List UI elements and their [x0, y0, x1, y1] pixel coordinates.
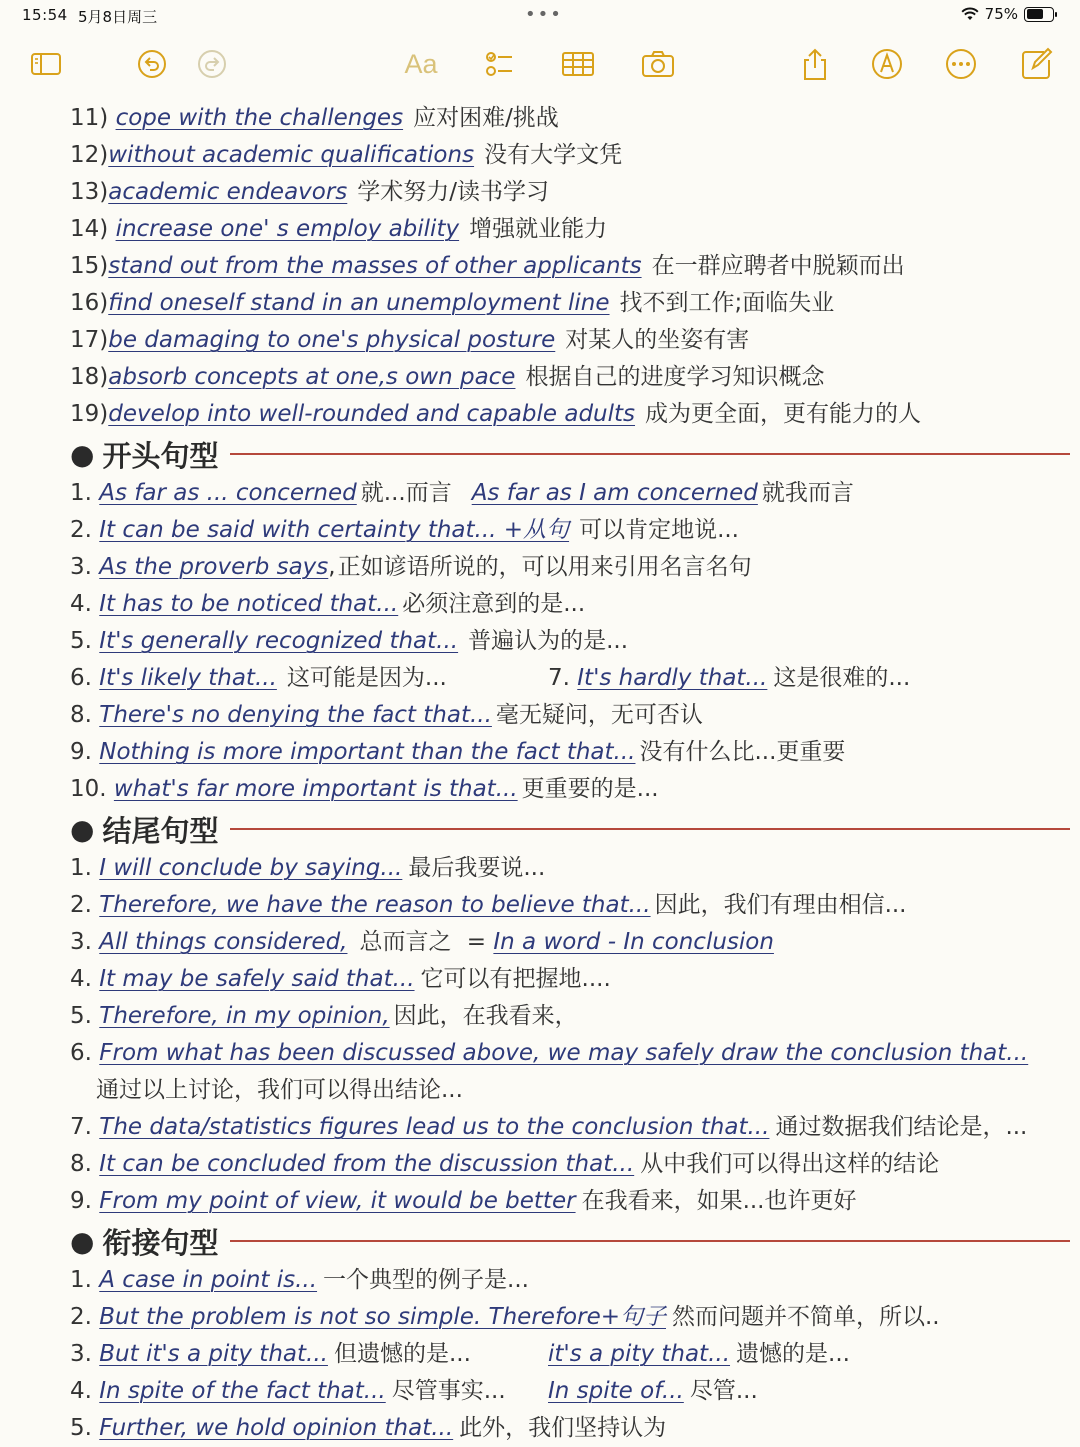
- list-item: 5. Further, we hold opinion that... 此外，我们坚持认为: [70, 1415, 667, 1441]
- section-heading-closing: ● 结尾句型: [70, 808, 1070, 850]
- table-icon[interactable]: [556, 42, 600, 86]
- list-item: 10. what's far more important is that... 更重要的是...: [70, 776, 659, 802]
- list-item: 6. From what has been discussed above, we may safely draw the conclusion that...: [70, 1040, 1029, 1066]
- list-item: 12)without academic qualifications 没有大学文凭: [70, 142, 623, 168]
- list-item-column2: In spite of... 尽管...: [548, 1378, 758, 1404]
- phrase-list: [70, 100, 1070, 433]
- list-item: 2. But the problem is not so simple. Therefore+句子 然而问题并不简单，所以..: [70, 1304, 940, 1330]
- list-item: 1. As far as ... concerned 就...而言 As far as I am concerned 就我而言: [70, 480, 854, 506]
- list-item: 18)absorb concepts at one,s own pace 根据自己的进度学习知识概念: [70, 364, 825, 390]
- list-item: 19)develop into well-rounded and capable adults 成为更全面，更有能力的人: [70, 401, 922, 427]
- bullet-icon: ●: [70, 437, 95, 471]
- list-item: 3. As the proverb says,正如谚语所说的，可以用来引用名言名句: [70, 554, 752, 580]
- list-item-column2: 7. It's hardly that... 这是很难的...: [548, 665, 911, 691]
- list-item: 9. From my point of view, it would be better 在我看来，如果...也许更好: [70, 1188, 857, 1214]
- camera-icon[interactable]: [636, 42, 680, 86]
- note-body[interactable]: [70, 100, 1070, 1447]
- bullet-icon: ●: [70, 1224, 95, 1258]
- status-right: [961, 5, 1054, 23]
- share-icon[interactable]: [793, 42, 837, 86]
- list-item: 6. It's likely that... 这可能是因为... 7. It's hardly that... 这是很难的...: [70, 660, 1070, 697]
- opening-list: [70, 475, 1070, 808]
- list-item: 4. It has to be noticed that... 必须注意到的是...: [70, 591, 586, 617]
- section-heading-linking: ● 衔接句型: [70, 1220, 1070, 1262]
- undo-icon[interactable]: [130, 42, 174, 86]
- battery-fill: [1027, 9, 1044, 19]
- status-time: 15:54: [22, 6, 68, 24]
- section-heading-opening: ● 开头句型: [70, 433, 1070, 475]
- sidebar-toggle-icon[interactable]: [24, 42, 68, 86]
- status-date: 5月8日周三: [78, 8, 158, 26]
- text-format-button[interactable]: Aa: [404, 48, 438, 79]
- wifi-icon: [961, 7, 979, 21]
- list-item: 4. It may be safely said that... 它可以有把握地....: [70, 966, 611, 992]
- list-item: 15)stand out from the masses of other applicants 在一群应聘者中脱颖而出: [70, 253, 905, 279]
- closing-list: [70, 850, 1070, 1220]
- list-item: 2. It can be said with certainty that... +从句 可以肯定地说...: [70, 517, 739, 543]
- status-bar: [0, 0, 1080, 32]
- more-options-icon[interactable]: [939, 42, 983, 86]
- divider: [230, 1240, 1070, 1242]
- list-item: 1. A case in point is... 一个典型的例子是...: [70, 1267, 529, 1293]
- divider: [230, 828, 1070, 830]
- list-item: 2. Therefore, we have the reason to believe that... 因此，我们有理由相信...: [70, 892, 907, 918]
- list-item: 4. In spite of the fact that... 尽管事实... In spite of... 尽管...: [70, 1373, 1070, 1410]
- battery-percent: 75%: [984, 5, 1018, 23]
- compose-note-icon[interactable]: [1014, 42, 1058, 86]
- list-item: 5. Therefore, in my opinion, 因此，在我看来，: [70, 1003, 578, 1029]
- battery-icon: [1024, 7, 1054, 22]
- list-item: 7. The data/statistics figures lead us to the conclusion that... 通过数据我们结论是，...: [70, 1114, 1028, 1140]
- list-item: 9. Nothing is more important than the fact that... 没有什么比...更重要: [70, 739, 846, 765]
- bullet-icon: ●: [70, 812, 95, 846]
- list-item: 13)academic endeavors 学术努力/读书学习: [70, 179, 550, 205]
- list-item: 14) increase one' s employ ability 增强就业能力: [70, 216, 608, 242]
- list-item: 通过以上讨论，我们可以得出结论...: [96, 1077, 463, 1103]
- list-item-column2: it's a pity that... 遗憾的是...: [548, 1341, 850, 1367]
- linking-list: [70, 1262, 1070, 1447]
- list-item: 11) cope with the challenges 应对困难/挑战: [70, 105, 559, 131]
- redo-icon[interactable]: [190, 42, 234, 86]
- list-item: 5. It's generally recognized that... 普遍认为的是...: [70, 628, 629, 654]
- checklist-icon[interactable]: [477, 42, 521, 86]
- markup-pen-icon[interactable]: [865, 42, 909, 86]
- list-item: 8. It can be concluded from the discussion that... 从中我们可以得出这样的结论: [70, 1151, 940, 1177]
- list-item: 1. I will conclude by saying... 最后我要说...: [70, 855, 546, 881]
- notes-toolbar: [0, 42, 1080, 90]
- list-item: 17)be damaging to one's physical posture 对某人的坐姿有害: [70, 327, 750, 353]
- list-item: 3. But it's a pity that... 但遗憾的是... it's a pity that... 遗憾的是...: [70, 1336, 1070, 1373]
- list-item: 8. There's no denying the fact that... 毫无疑问，无可否认: [70, 702, 703, 728]
- list-item: 16)find oneself stand in an unemployment line 找不到工作;面临失业: [70, 290, 835, 316]
- multitask-dots-icon[interactable]: •••: [525, 4, 563, 25]
- divider: [230, 453, 1070, 455]
- list-item: 3. All things considered, 总而言之 = In a word - In conclusion: [70, 929, 774, 955]
